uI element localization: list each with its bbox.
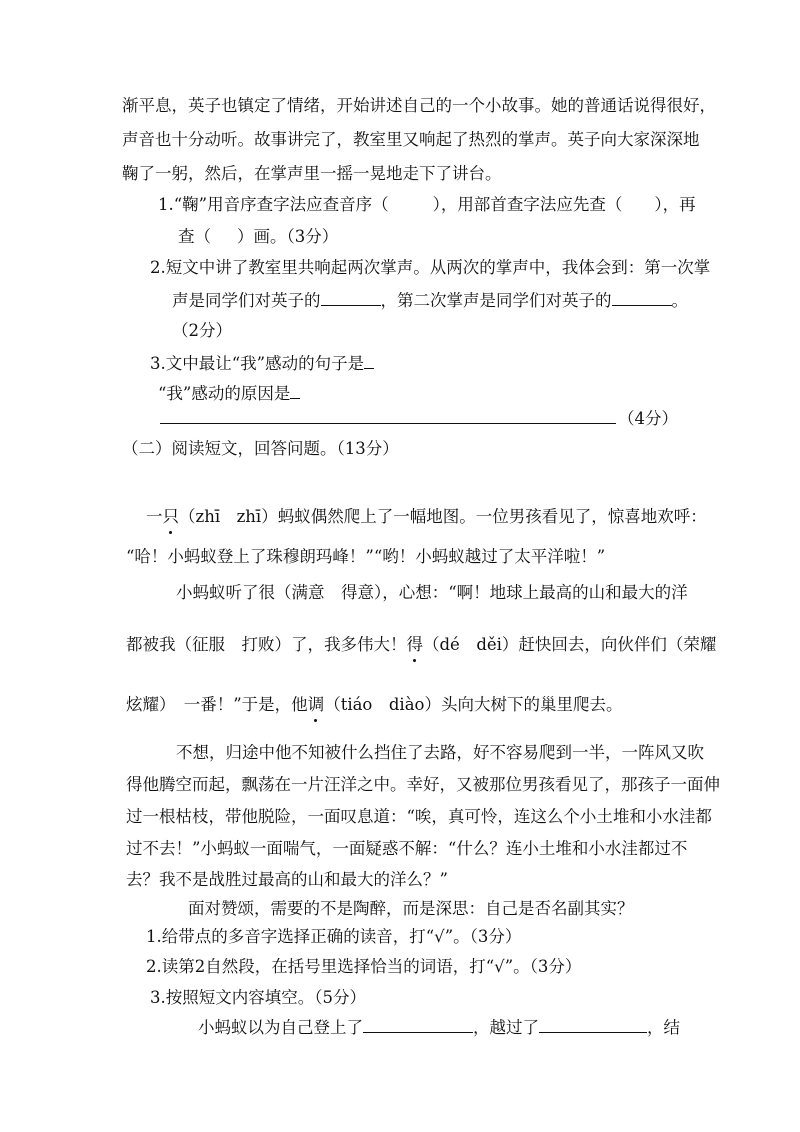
question-1-text-e: ）画。（3分）	[237, 227, 339, 246]
answer-blank-3[interactable]	[364, 352, 374, 369]
question-2-line-2	[172, 289, 688, 312]
passage-line-1: 渐平息，英子也镇定了情绪，开始讲述自己的一个小故事。她的普通话说得很好，	[122, 96, 716, 115]
fill-text-a: 小蚂蚁以为自己登上了	[198, 1018, 363, 1037]
question-1-text-a: 1.“鞠”用音序查字法应查音序（	[158, 195, 389, 214]
answer-blank-2[interactable]	[612, 289, 672, 306]
answer-blank-1[interactable]	[321, 289, 381, 306]
section-2-title: （二）阅读短文，回答问题。（13分）	[122, 439, 399, 458]
question-1-text-c: ），再	[654, 195, 696, 214]
story-text-1b: （zhī zhī）蚂蚁偶然爬上了一幅地图。一位男孩看见了，惊喜地欢呼：	[179, 507, 707, 526]
story-line-4	[126, 634, 716, 656]
question-2-score: （2分）	[172, 321, 232, 340]
dotted-char-zhi: 只	[162, 507, 179, 526]
story-line-10: 去？我不是战胜过最高的山和最大的洋么？”	[126, 870, 448, 889]
fill-text-b: ，越过了	[473, 1018, 539, 1037]
passage-line-3: 鞠了一躬，然后，在掌声里一摇一晃地走下了讲台。	[122, 164, 502, 183]
story-moral: 面对赞颂，需要的不是陶醉，而是深思：自己是否名副其实？	[188, 899, 634, 918]
question-3-line-1	[150, 352, 374, 375]
story-line-3: 小蚂蚁听了很（满意 得意），心想：“啊！地球上最高的山和最大的洋	[176, 583, 688, 602]
story-line-9: 过不去！”小蚂蚁一面喘气，一面疑惑不解：“什么？连小土堆和小水洼都过不	[126, 839, 688, 858]
answer-blank-4[interactable]	[290, 382, 300, 399]
story-line-2: “哈！小蚂蚁登上了珠穆朗玛峰！”“哟！小蚂蚁越过了太平洋啦！”	[126, 547, 606, 566]
section-2-question-1: 1.给带点的多音字选择正确的读音，打“√”。（3分）	[146, 927, 522, 946]
answer-blank-5[interactable]	[363, 1016, 473, 1033]
section-2-question-3-fill	[198, 1016, 680, 1039]
dotted-char-diao: 调	[307, 695, 325, 714]
story-text-4b: （dé děi）赶快回去，向伙伴们（荣耀	[423, 635, 717, 654]
section-2-question-3: 3.按照短文内容填空。（5分）	[150, 988, 366, 1007]
question-2-text-c: 。	[671, 291, 688, 310]
question-3-text-b: “我”感动的原因是	[158, 384, 291, 403]
story-text-5a: 炫耀） 一番！”于是，他	[126, 695, 308, 714]
question-2-text-a: 声是同学们对英子的	[172, 291, 321, 310]
answer-line-long[interactable]	[160, 423, 616, 424]
question-1-text-d: 查（	[178, 227, 211, 246]
story-text-4a: 都被我（征服 打败）了，我多伟大！	[126, 635, 407, 654]
story-line-7: 得他腾空而起，飘荡在一片汪洋之中。幸好，又被那位男孩看见了，那孩子一面伸	[126, 775, 720, 794]
question-3-text-a: 3.文中最让“我”感动的句子是	[150, 354, 365, 373]
question-1-text-b: ），用部首查字法应先查（	[432, 195, 623, 214]
story-line-6: 不想，归途中他不知被什么挡住了去路，好不容易爬到一半，一阵风又吹	[176, 743, 704, 762]
question-3-line-2	[158, 382, 300, 405]
story-line-5	[126, 694, 622, 716]
answer-blank-6[interactable]	[539, 1016, 647, 1033]
story-text-1a: 一	[146, 507, 163, 526]
question-1-line-2	[178, 226, 338, 248]
question-2-text-b: ，第二次掌声是同学们对英子的	[380, 291, 612, 310]
story-text-5b: （tiáo diào）头向大树下的巢里爬去。	[324, 695, 623, 714]
story-line-8: 过一根枯枝，带他脱险，一面叹息道：“唉，真可怜，连这么个小土堆和小水洼都	[126, 807, 712, 826]
fill-text-c: ，结	[647, 1018, 680, 1037]
passage-line-2: 声音也十分动听。故事讲完了，教室里又响起了热烈的掌声。英子向大家深深地	[122, 130, 700, 149]
section-2-question-2: 2.读第2自然段，在括号里选择恰当的词语，打“√”。（3分）	[146, 957, 582, 976]
question-2-line-1: 2.短文中讲了教室里共响起两次掌声。从两次的掌声中，我体会到：第一次掌	[150, 258, 711, 277]
question-1-line-1	[158, 194, 696, 216]
question-3-score: （4分）	[618, 409, 678, 428]
dotted-char-de: 得	[406, 635, 423, 654]
story-line-1	[146, 506, 707, 528]
